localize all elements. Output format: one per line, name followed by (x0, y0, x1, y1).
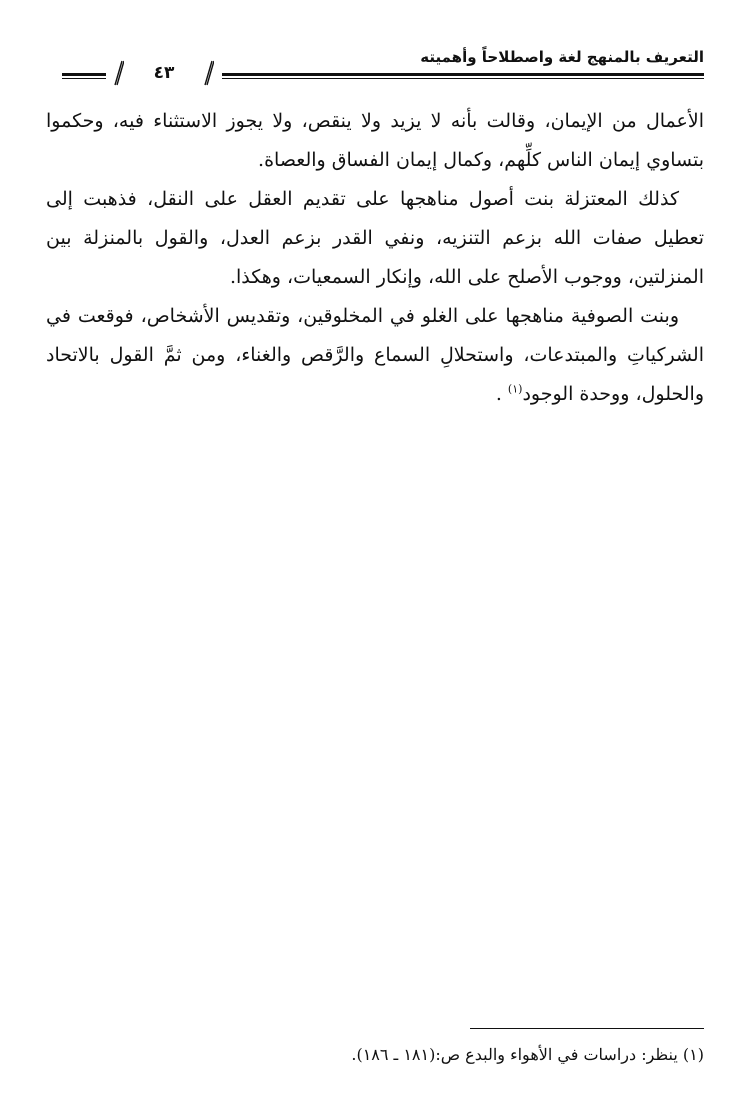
paragraph-sufism-text: وبنت الصوفية مناهجها على الغلو في المخلوقين، وتقديس الأشخاص، فوقعت في الشركياتِ والمبتدعات، واستحلالِ السماع والرَّقص والغناء، ومن ثمَّ القول بالاتحاد والحلول، ووحدة الوجود (46, 305, 704, 405)
page-number-box (106, 60, 222, 84)
footnote-reference[interactable]: (١) (507, 382, 523, 396)
left-double-slash-icon (114, 60, 124, 86)
right-double-slash-icon (204, 60, 214, 86)
body-text (46, 102, 704, 414)
footnote-separator (470, 1028, 704, 1029)
paragraph-end-mark: . (495, 383, 502, 405)
paragraph-sufism (46, 297, 704, 414)
footnote: (١) ينظر: دراسات في الأهواء والبدع ص:(١٨١ ـ ١٨٦). (351, 1045, 704, 1064)
paragraph-mutazila: كذلك المعتزلة بنت أصول مناهجها على تقديم العقل على النقل، فذهبت إلى تعطيل صفات الله بزعم التنزيه، ونفي القدر بزعم العدل، والقول بالمنزلة بين المنزلتين، ووجوب الأصلح على الله، وإنكار السمعيات، وهكذا. (46, 188, 704, 288)
running-title: التعريف بالمنهج لغة واصطلاحاً وأهميته (420, 48, 704, 66)
page-header (62, 44, 704, 86)
paragraph-continuation: الأعمال من الإيمان، وقالت بأنه لا يزيد ولا ينقص، ولا يجوز الاستثناء فيه، وحكموا بتساوي إيمان الناس كلِّهم، وكمال إيمان الفساق والعصاة. (46, 110, 704, 171)
page-number: ٤٣ (153, 63, 175, 83)
